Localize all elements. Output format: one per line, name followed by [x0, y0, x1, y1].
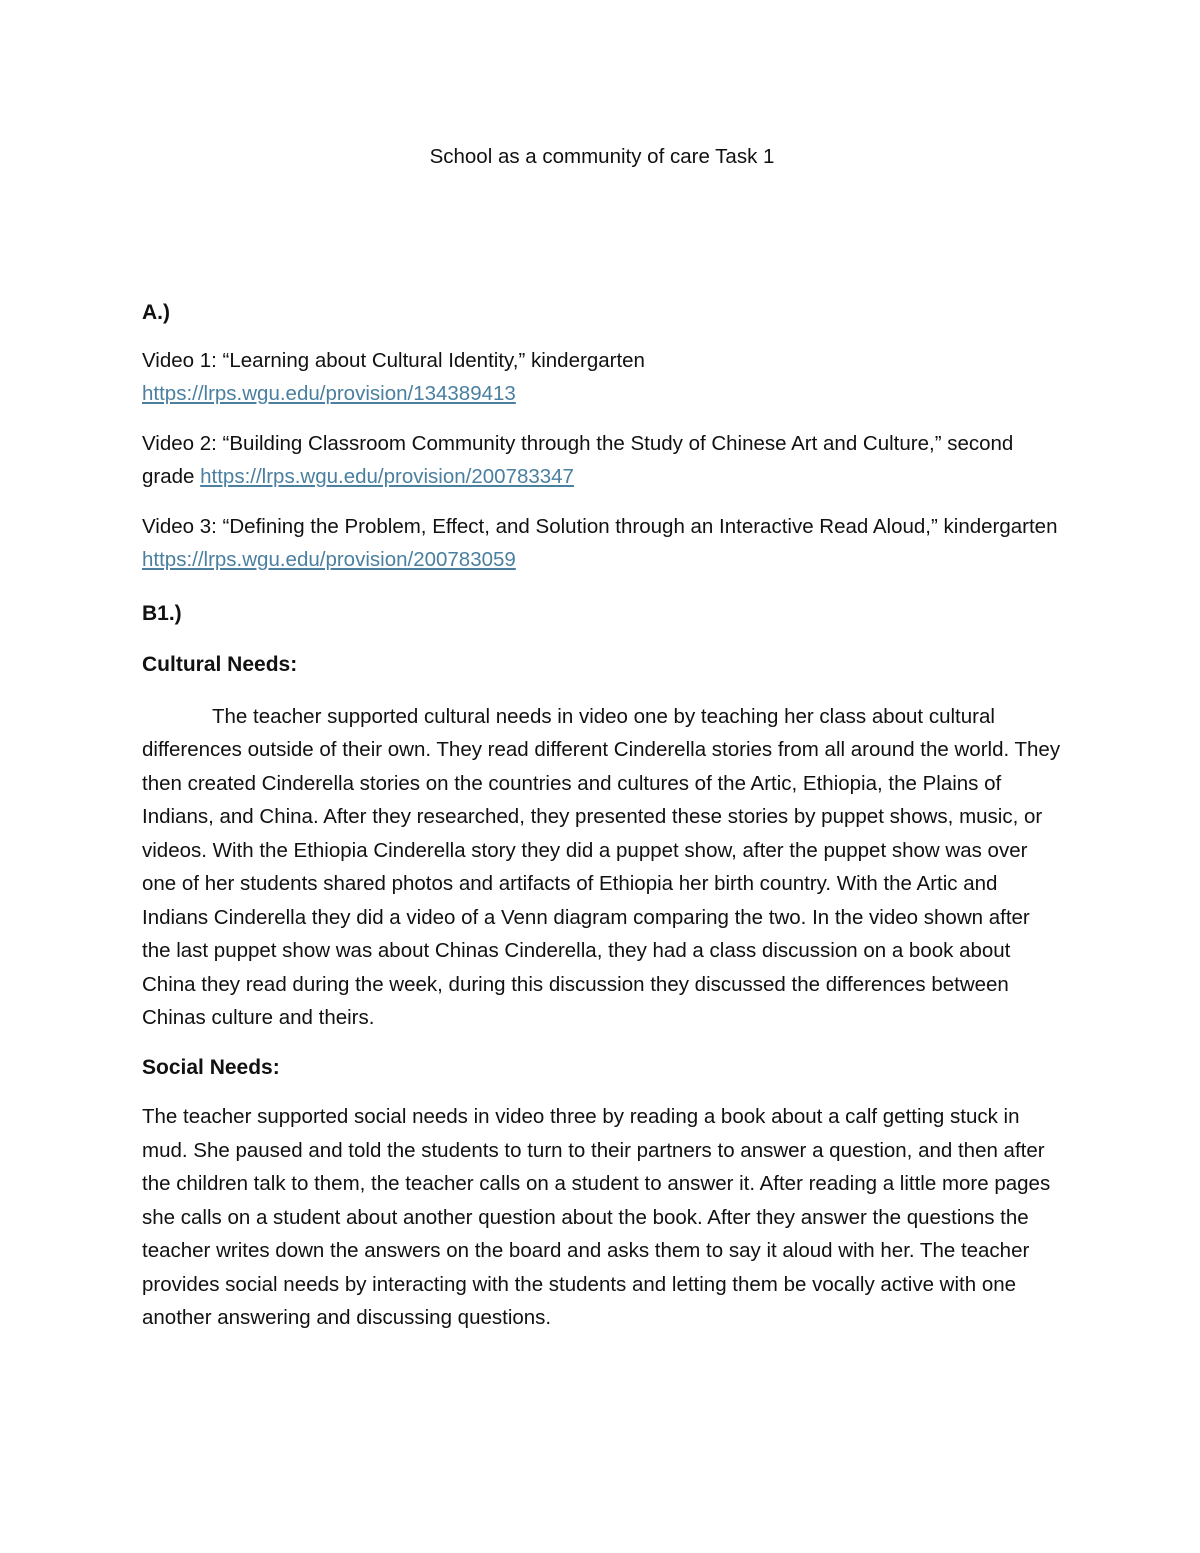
- social-needs-heading: Social Needs:: [142, 1055, 280, 1079]
- video-1-label: Video 1: “Learning about Cultural Identity,” kindergarten: [142, 348, 645, 372]
- cultural-needs-heading: Cultural Needs:: [142, 653, 298, 676]
- video-3-link[interactable]: https://lrps.wgu.edu/provision/200783059: [142, 548, 516, 571]
- video-1-link[interactable]: https://lrps.wgu.edu/provision/134389413: [142, 382, 516, 405]
- video-3-label: Video 3: “Defining the Problem, Effect, and Solution through an Interactive Read Aloud,” kindergarten: [142, 514, 1058, 538]
- document-title: School as a community of care Task 1: [429, 145, 775, 168]
- video-2-label: Video 2: “Building Classroom Community through the Study of Chinese Art and Culture,” second grade: [142, 431, 1014, 488]
- video-3-entry: [142, 510, 1062, 577]
- document-body: [142, 140, 1062, 1351]
- video-2-link[interactable]: https://lrps.wgu.edu/provision/200783347: [200, 465, 574, 488]
- section-b1-heading: B1.): [142, 601, 182, 625]
- video-2-entry: [142, 427, 1062, 494]
- social-needs-paragraph: The teacher supported social needs in video three by reading a book about a calf getting stuck in mud. She paused and told the students to turn to their partners to answer a question, and then after the children talk to them, the teacher calls on a student to answer it. After reading a little more pages she calls on a student about another question about the book. After they answer the questions the teacher writes down the answers on the board and asks them to say it aloud with her. The teacher provides social needs by interacting with the students and letting them be vocally active with one another answering and discussing questions.: [142, 1105, 1051, 1329]
- section-a-heading: A.): [142, 301, 170, 324]
- cultural-needs-paragraph: The teacher supported cultural needs in video one by teaching her class about cultural differences outside of their own. They read different Cinderella stories from all around the world. They then created Cinderella stories on the countries and cultures of the Artic, Ethiopia, the Plains of Indians, and China. After they researched, they presented these stories by puppet shows, music, or videos. With the Ethiopia Cinderella story they did a puppet show, after the puppet show was over one of her students shared photos and artifacts of Ethiopia her birth country. With the Artic and Indians Cinderella they did a video of a Venn diagram comparing the two. In the video shown after the last puppet show was about Chinas Cinderella, they had a class discussion on a book about China they read during the week, during this discussion they discussed the differences between Chinas culture and theirs.: [142, 704, 1061, 1029]
- video-1-entry: [142, 344, 1062, 411]
